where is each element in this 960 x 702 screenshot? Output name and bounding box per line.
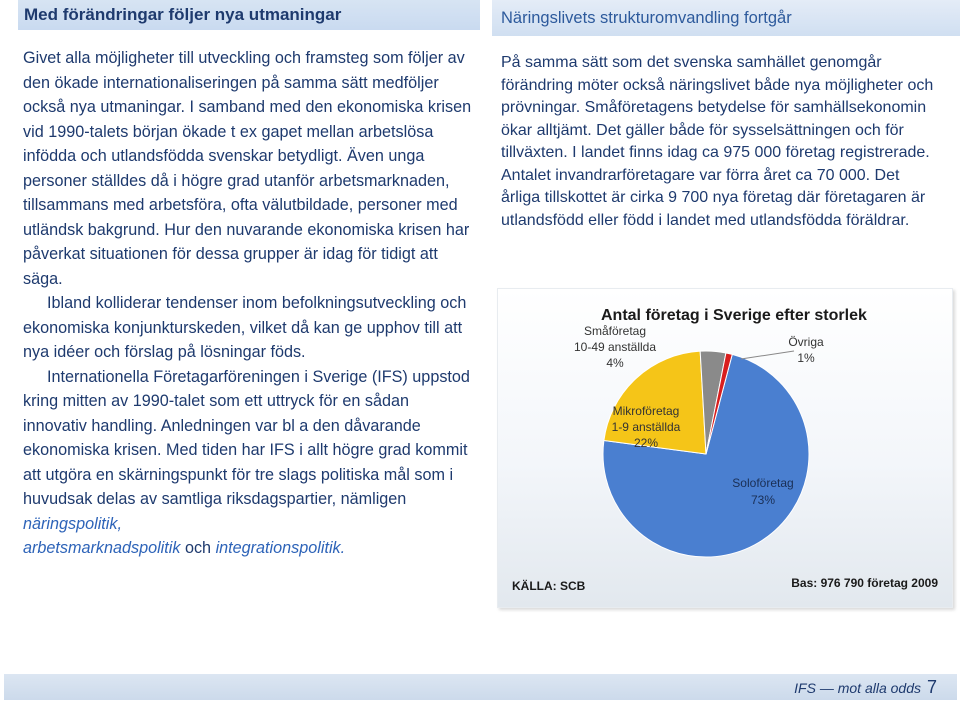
pie-label-ovriga-1: 1% <box>797 351 815 365</box>
left-paragraph-1: Givet alla möjligheter till utveckling och framsteg som följer av den ökade internationaliseringen på samma sätt medföljer också nya utmaningar. I samband med den ekonomiska krisen vid 1990-talets början ökade t ex gapet mellan arbetslösa infödda och utlandsfödda svenskar betydligt. Även unga personer ställdes då i högre grad utanför arbetsmarknaden, tillsammans med arbetsföra, ofta välutbildade, personer med utländsk bakgrund. Hur den nuvarande ekonomiska krisen har påverkat situationen för dessa grupper är idag för tidigt att säga. <box>23 49 472 288</box>
pie-label-mikro-1: 1-9 anställda <box>611 420 681 434</box>
conjunction-och: och <box>180 539 216 557</box>
left-paragraph-3-text: Internationella Företagarföreningen i Sverige (IFS) uppstod kring mitten av 1990-talet som ett uttryck för en sådan innovativ handling. Anledningen var bl a den dåvarande ekonomiska krisen. Med tiden har IFS i allt högre grad kommit att utgöra en skärningspunkt för tre slags politiska mål som i huvudsak delas av samtliga riksdagspartier, nämligen <box>23 367 470 508</box>
right-section-header <box>492 0 960 36</box>
pie-label-mikro-0: Mikroföretag <box>612 404 680 418</box>
footer-title: IFS — mot alla odds <box>794 680 921 696</box>
left-heading: Med förändringar följer nya utmaningar <box>24 5 342 24</box>
pie-label-sma-1: 10-49 anställda <box>573 340 657 354</box>
pie-label-mikro-2: 22% <box>633 436 659 450</box>
footer-text <box>794 677 937 698</box>
leader-line-ovriga <box>741 351 794 359</box>
left-section-header <box>18 0 480 30</box>
pie-chart-panel <box>497 288 953 608</box>
chart-source: KÄLLA: SCB <box>512 579 586 593</box>
page-number: 7 <box>926 677 937 697</box>
pie-label-sma-2: 4% <box>606 356 624 370</box>
chart-title: Antal företag i Sverige efter storlek <box>601 307 867 324</box>
left-paragraph-2: Ibland kolliderar tendenser inom befolkningsutveckling och ekonomiska konjunkturskeden, vilket då kan ge upphov till att nya idéer och förslag på lösningar föds. <box>23 294 467 361</box>
pie-label-ovriga-0: Övriga <box>788 335 824 349</box>
page-footer <box>4 674 957 700</box>
link-naringspolitik[interactable]: näringspolitik, <box>23 514 122 533</box>
left-body-text <box>23 46 475 561</box>
pie-chart <box>498 289 952 607</box>
link-integrationspolitik[interactable]: integrationspolitik. <box>215 539 346 557</box>
pie-label-sma-0: Småföretag <box>583 324 647 338</box>
right-paragraph: På samma sätt som det svenska samhället genomgår förändring möter också näringslivet både nya möjligheter och prövningar. Småföretagens betydelse för samhällsekonomin ökar alltjämt. Det gäller både för sysselsättningen och för tillväxten. I landet finns idag ca 975 000 företag registrerade. Antalet invandrarföretagare var förra året ca 70 000. Det årliga tillskottet är cirka 9 700 nya företag där företagaren är utlandsfödd eller född i landet med utlandsfödda föräldrar. <box>501 54 934 229</box>
link-arbetsmarknadspolitik[interactable]: arbetsmarknadspolitik <box>23 539 181 557</box>
left-paragraph-3 <box>23 365 475 561</box>
pie-label-solo-1: 73% <box>750 493 776 507</box>
pie-label-solo-0: Soloföretag <box>732 476 794 490</box>
chart-base: Bas: 976 790 företag 2009 <box>791 576 938 590</box>
right-body-text <box>501 52 941 232</box>
right-heading: Näringslivets strukturomvandling fortgår <box>501 8 792 27</box>
